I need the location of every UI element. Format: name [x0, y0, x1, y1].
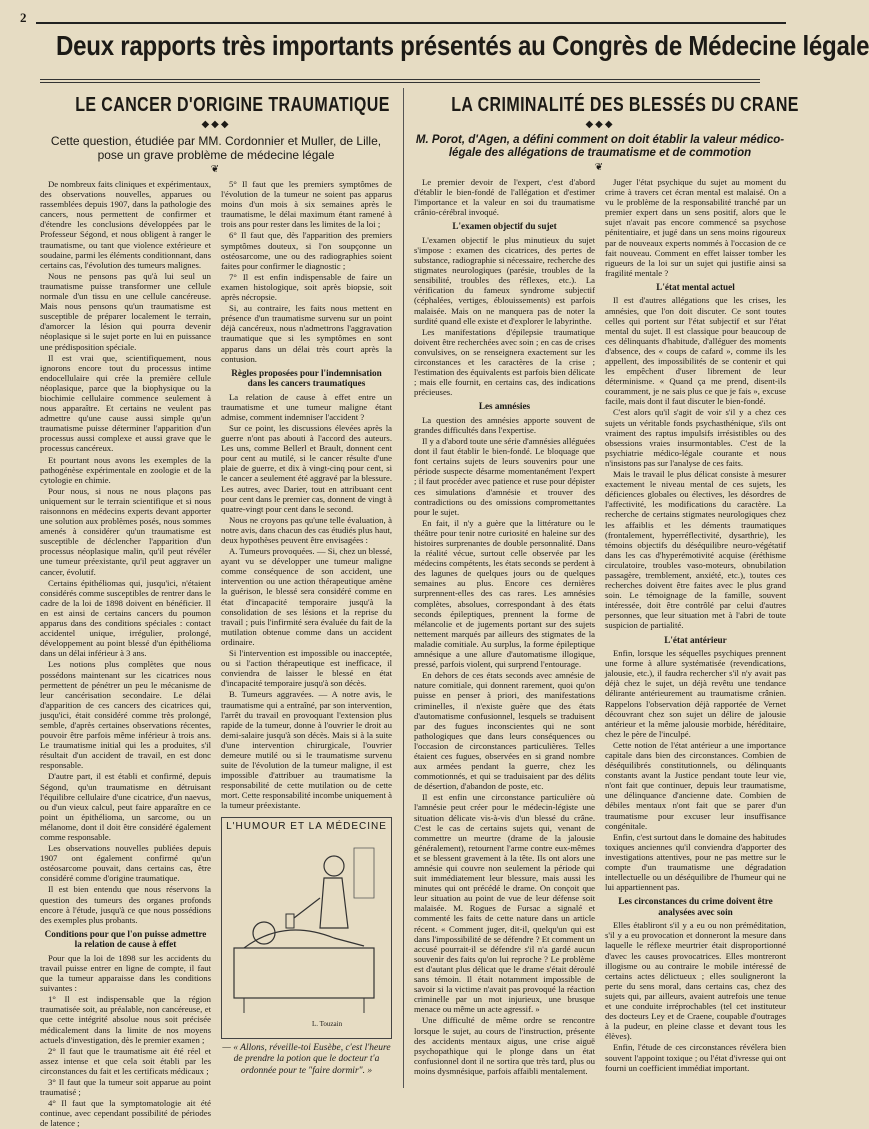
- section-heading: Les circonstances du crime doivent être analysées avec soin: [618, 896, 773, 917]
- section-heading: L'état antérieur: [664, 634, 727, 645]
- ornament: ❦: [210, 164, 222, 175]
- paragraph: Il est d'autres allégations que les crises, les amnésies, que l'on doit discuter. Ce sont toutes celles qui portent sur l'état subjectif et sur l'état mental du sujet. Il est classique pour beaucoup de ces délinquants d'habitude, d'alléguer des moments d'absence, des « coups de cafard », comme ils les appellent, des impossibilités de se contenir et qui les empêchent d'user librement de leur déterminisme. « Quand ça me prend, disent-ils couramment, je ne sais plus ce que je fais », excuse facile, mais dont il faut discuter le bien-fondé.: [605, 295, 786, 407]
- banner-rule-double: [40, 82, 760, 83]
- paragraph: 5° Il faut que les premiers symptômes de l'évolution de la tumeur ne soient pas apparus moins d'un mois à six semaines après le traumatisme, le délai maximum étant ramené à trois ans pour rester dans les limites de la loi ;: [221, 179, 392, 230]
- paragraph: Sur ce point, les discussions élevées après la guerre n'ont pas abouti à l'accord des auteurs. Les uns, comme Bellerl et Brault, donnent cent pour cent au mutilé, si le cancer résulte d'une plaie de guerre, et dix à vingt-cinq pour cent, si le cancer a seulement été aggravé par la blessure. Les autres, avec Darier, tout en attribuant cent pour cent dans le premier cas, donnent de vingt à quatre-vingt pour cent dans le second.: [221, 422, 393, 514]
- article-crane-col2: [605, 177, 786, 1077]
- paragraph: La question des amnésies apporte souvent de grandes difficultés dans l'expertise.: [414, 414, 595, 435]
- article-crane-col1: [414, 177, 595, 1077]
- article-cancer-title: LE CANCER D'ORIGINE TRAUMATIQUE: [75, 94, 390, 116]
- paragraph: 4° Il faut que la symptomatologie ait été continue, avec cependant possibilité de périodes de latence ;: [40, 1098, 211, 1129]
- paragraph: Il est vrai que, scientifiquement, nous ignorons encore tout du processus intime endocellulaire qui crée la première cellule néoplasique, parce que la biophysique ou la biochimie cellulaire commence seulement à nous apparaître. Et certains ne veulent pas admettre qu'une cause aussi simple qu'un traumatisme puisse déterminer l'apparition d'un processus aussi complexe et aussi grave que le processus cancéreux.: [40, 352, 211, 454]
- article-cancer-col2: [221, 179, 392, 1129]
- cartoon-caption: — « Allons, réveille-toi Eusèbe, c'est l'heure de prendre la potion que le docteur t'a ordonnée pour te "faire dormir". »: [222, 1042, 391, 1076]
- paragraph: Certains épithéliomas qui, jusqu'ici, n'étaient considérés comme susceptibles de rentrer dans le cadre de la loi de 1898 doivent en bénéficier. Il en est ainsi de certains cancers du poumon apparus dans des conditions spéciales : contact accidentel unique, irrégulier, prolongé, développement au point blessé d'un épithélioma dans un délai inférieur à 3 ans.: [40, 577, 211, 659]
- paragraph: Les manifestations d'épilepsie traumatique doivent être recherchées avec soin ; en cas de crises convulsives, on se renseignera exactement sur les circonstances et les caractères de la crise ; l'estimation des équivalents est parfois bien délicate ; mais elle fournit, en certains cas, des indications précieuses.: [414, 326, 595, 398]
- paragraph: Il y a d'abord toute une série d'amnésies alléguées dont il faut établir le bien-fondé. Le bloquage que font certains sujets de leurs souvenirs pour une période suspecte désarme momentanément l'expert ; il faut procéder avec patience et ruse pour dépister ces simulations d'amnésie et trouver des contradictions ou des omissions compromettantes pour le sujet.: [414, 436, 595, 517]
- paragraph: Le premier devoir de l'expert, c'est d'abord d'établir le bien-fondé de l'allégation et d'estimer l'importance et la valeur en soi du traumatisme crânio-cérébral invoqué.: [414, 177, 595, 218]
- paragraph: L'examen objectif le plus minutieux du sujet s'impose : examen des cicatrices, des pertes de substance, radiographie si nécessaire, recherche des stigmates neurologiques (parésie, troubles de la sensibilité, troubles des réflexes, etc.). La vérification du fameux syndrome subjectif (céphalées, vertiges, éblouissements) est parfois malaisée. Mais on ne manquera pas de noter la surdité quand elle existe et d'explorer le labyrinthe.: [414, 234, 595, 326]
- paragraph: Il est enfin une circonstance particulière où l'amnésie peut créer pour le médecin-légiste une situation délicate vis-à-vis d'un blessé du crâne. C'est le cas de certains sujets qui, venant de commettre un meurtre (drame de la jalousie généralement), retournent l'arme contre eux-mêmes et se blessent gravement à la tête. Ils ont alors une amnésie qui couvre non seulement la période qui suit immédiatement leur blessure, mais aussi les minutes qui ont précédé le drame. On conçoit que leur situation au point de vue de leur défense soit malaisée. M. Rogues de Fursac a signalé et commenté les faits de cette nature dans un article récent. « Comment juger, dit-il, quelqu'un qui est dans l'impossibilité de se défendre ? Et comment un accusé pourrait-il se défendre s'il n'a gardé aucun souvenir des faits qu'on lui reproche ? Le problème est d'autant plus délicat que le drame s'était déroulé sans témoin. Il était notamment impossible de savoir si la victime n'avait pas provoqué la réaction criminelle par un mot injurieux, une brusque menace ou même un acte agressif. »: [414, 792, 595, 1015]
- paragraph: Les notions plus complètes que nous possédons maintenant sur les cicatrices nous permettent de pénétrer un peu le mécanisme de leur cancérisation secondaire. Le délai d'apparition de ces cancers des cicatrices qui, jusqu'ici, était considéré comme très prolongé, semble, d'après certaines observations récentes, pouvoir être parfois même inférieur à trois ans. Le traumatisme initial qui les a produites, s'il résultait d'un accident de travail, en est donc responsable.: [40, 659, 211, 771]
- article-crane-subtitle: M. Porot, d'Agen, a défini comment on doit établir la valeur médico-légale des allégations de traumatisme et de commotion: [415, 134, 785, 159]
- paragraph: 6° Il faut que, dès l'apparition des premiers symptômes douteux, si l'on soupçonne un ostéosarcome, une ou des radiographies soient faites pour confirmer le diagnostic ;: [221, 230, 392, 271]
- paragraph: Il est bien entendu que nous réservons la question des tumeurs des organes profonds encore à l'étude, jusqu'à ce que nous possédions des exemples plus probants.: [40, 884, 211, 925]
- cartoon-frame: [221, 817, 392, 1039]
- paragraph: Enfin, l'étude de ces circonstances révélera bien souvent l'appoint toxique ; ou l'état d'ivresse qui ont fourni un coefficient immédiat important.: [605, 1042, 786, 1073]
- ornament: ◆◆◆: [201, 119, 231, 130]
- paragraph: 1° Il est indispensable que la région traumatisée soit, au préalable, non cancéreuse, et que cette intégrité absolue nous soit précisée médicalement dans la limite de nos moyens actuels d'investigation, dès le premier examen ;: [40, 994, 211, 1045]
- banner-headline: Deux rapports très importants présentés au Congrès de Médecine légale: [56, 30, 869, 61]
- paragraph: B. Tumeurs aggravées. — A notre avis, le traumatisme qui a entraîné, par son intervention, l'arrêt du travail en provoquant l'extension plus rapide de la tumeur, donne à l'ouvrier le droit au demi-salaire jusqu'à son décès. Mais si à la suite d'une intervention chirurgicale, l'ouvrier demeure mutilé ou si le traumatisme survenu suite de l'évolution de la tumeur maligne, il est impossible d'attribuer au traumatisme la responsabilité de cette mutilation ou de cette mort. Cette responsabilité incombe uniquement à la tumeur préexistante.: [221, 689, 392, 811]
- article-cancer-subtitle: Cette question, étudiée par MM. Cordonnier et Muller, de Lille, pose un grave problème de médecine légale: [50, 134, 382, 162]
- ornament: ◆◆◆: [585, 119, 615, 130]
- paragraph: En fait, il n'y a guère que la littérature ou le théâtre pour tenir notre curiosité en haleine sur des histoires surprenantes de double personnalité. Dans la réalité vécue, surtout celle observée par les médecins compétents, les états seconds se perdent à des lagunes de quelques jours ou de quelques semaines au plus. Encore ces dernières surprennent-elles des cas rares. Les amnésies complètes, absolues, correspondant à des états seconds épileptiques, prennent la forme de mélancolie et de jugements portant sur des sujets nettement marqués par ailleurs des stigmates de la maladie comitiale. Au surplus, la forme épileptique amnésique a une allure d'automatisme illogique, pressé, parfois violent, qui surprend l'entourage.: [414, 517, 595, 670]
- top-rule: [36, 22, 786, 24]
- paragraph: Pour que la loi de 1898 sur les accidents du travail puisse entrer en ligne de compte, il faut que la tumeur apparaisse dans les conditions suivantes :: [40, 952, 211, 994]
- section-heading: L'état mental actuel: [656, 281, 735, 292]
- paragraph: Juger l'état psychique du sujet au moment du crime à travers cet écran mental est malaisé. On a vu le problème de la responsabilité tranché par un premier expert dans un sens positif, alors que le sujet n'avait pas encore commencé sa psychose pénitentiaire, et jugé dans un sens moins rigoureux par de nouveaux experts nommés à l'occasion de ce fait nouveau. Comment en effet laisser tomber les rigueurs de la loi sur un sujet qui justifie ainsi sa fragilité mentale ?: [605, 177, 786, 278]
- cartoon-illustration: [224, 838, 390, 1018]
- paragraph: Elles établiront s'il y a eu ou non préméditation, s'il y a eu provocation et donneront la mesure dans laquelle le réflexe meurtrier était disproportionné d'avec les causes provocatrices. Elles montreront illogisme ou au contraire le mobile intéressé de certains actes délictueux ; elles souligneront la perte du sens moral, dans certains cas, chez des sujets qui, par ailleurs, avaient autrefois une tenue et une conduite irréprochables (tel cet instituteur des docteurs Ley et de Craene, coupable d'outrages à la pudeur, en pleine classe et devant tous les élèves).: [605, 920, 786, 1042]
- paragraph: Les observations nouvelles publiées depuis 1907 ont également confirmé qu'un ostéosarcome pouvait, dans certains cas, être considéré comme d'origine traumatique.: [40, 843, 211, 884]
- section-heading: Règles proposées pour l'indemnisation dans les cancers traumatiques: [231, 367, 382, 389]
- paragraph: Pour nous, si nous ne nous plaçons pas uniquement sur le terrain scientifique et si nous raisonnons en médecins experts devant apporter une solution aux problèmes posés, nous sommes amenés à considérer qu'un traumatisme est susceptible de déclencher l'apparition d'un processus néoplasique malin, qu'il peut révéler une tumeur préexistante, qu'il peut aggraver un cancer, évolutif.: [40, 485, 211, 577]
- paragraph: D'autre part, il est établi et confirmé, depuis Ségond, qu'un traumatisme en détruisant l'équilibre cellulaire d'une cicatrice, d'un naevus, ou d'un vieux calcul, peut faire apparaître en ce point un épithélioma, un sarcome, ou un mélanome, dont il doit être considéré également comme responsable.: [40, 771, 211, 842]
- column-separator: [403, 88, 404, 1088]
- paragraph: Enfin, c'est surtout dans le domaine des habitudes toxiques anciennes qu'il conviendra d'apporter des investigations attentives, pour ne pas mettre sur le compte d'un traumatisme une dégradation intellectuelle ou un déséquilibre de l'humeur qui ne lui appartiennent pas.: [605, 831, 786, 893]
- cartoon-title: L'HUMOUR ET LA MÉDECINE: [226, 820, 387, 832]
- cartoon-signature: L. Touzain: [312, 1020, 343, 1029]
- page-number: 2: [20, 10, 27, 25]
- article-crane-title: LA CRIMINALITÉ DES BLESSÉS DU CRANE: [451, 94, 799, 116]
- paragraph: Nous ne pensons pas qu'à lui seul un traumatisme puisse transformer une cellule normale d'un tissu en une cellule cancéreuse. Mais nous pensons qu'un traumatisme est susceptible de préparer localement le terrain, d'amorcer la lésion qui pourra devenir néoplasique si le sujet porte en lui en puissance une prédisposition spéciale.: [40, 270, 211, 352]
- paragraph: 7° Il est enfin indispensable de faire un examen histologique, soit après biopsie, soit après nécropsie.: [221, 271, 392, 303]
- paragraph: C'est alors qu'il s'agit de voir s'il y a chez ces sujets un véritable fonds psychasthénique, s'ils ont vraiment des raptus impulsifs irrésistibles ou des obsessions vraies insurmontables. C'est de la psychiatrie médico-légale courante et nous n'insistons pas sur l'analyse de ces faits.: [605, 407, 786, 468]
- paragraph: A. Tumeurs provoquées. — Si, chez un blessé, ayant vu se développer une tumeur maligne comme conséquence de son accident, une intervention ou une action thérapeutique amène la guérison, le blessé sera considéré comme en état d'incapacité temporaire jusqu'à la consolidation de ses lésions et la reprise du travail ; puis l'infirmité sera évaluée du fait de la mutilation obtenue comme dans un accident ordinaire.: [221, 546, 392, 647]
- article-cancer: [40, 88, 393, 1129]
- article-cancer-col1: [40, 179, 211, 1129]
- paragraph: Si, au contraire, les faits nous mettent en présence d'un traumatisme survenu sur un point déjà cancéreux, nous n'admettrons l'aggravation traumatique que si les symptômes en sont apparus dans un délai très court après la contusion.: [221, 303, 392, 364]
- section-heading: Les amnésies: [478, 401, 531, 412]
- paragraph: Enfin, lorsque les séquelles psychiques prennent une forme à allure systématisée (revendications, jalousie, etc.), il faudra rechercher s'il n'y avait pas déjà chez le sujet, un déjà revêtu une tendance délirante antérieurement au traumatisme crânien. Rappelons l'observation déjà rapportée de Vernet découvrant chez son sujet un délire de jalousie antérieur et la même jalousie morbide, héréditaire, chez le père de l'inculpé.: [605, 648, 786, 739]
- paragraph: 2° Il faut que le traumatisme ait été réel et assez intense et que cela soit établi par les circonstances du fait et les certificats médicaux ;: [40, 1045, 211, 1076]
- paragraph: La relation de cause à effet entre un traumatisme et une tumeur maligne étant admise, comment indemniser l'accident ?: [221, 391, 392, 422]
- banner-rule: [40, 79, 760, 80]
- paragraph: 3° Il faut que la tumeur soit apparue au point traumatisé ;: [40, 1076, 211, 1098]
- paragraph: Et pourtant nous avons les exemples de la pathogénèse expérimentale en zoologie et de la cytologie en chimie.: [40, 454, 211, 485]
- paragraph: En dehors de ces états seconds avec amnésie de nature comitiale, qui donnent rarement, quoi qu'on puisse en penser à priori, des manifestations criminelles, il n'existe guère que des états d'automatisme confusionnel, lesquels se traduisent par des fugues inconscientes qui ne sont pathologiques que dans leurs conséquences ou l'occasion de circonstances particulières. Telles étaient ces fugues, observées en si grand nombre aux armées pendant la guerre, chez les commotionnés, et qui se traduisaient par des délits de désertion, d'abandon de poste, etc.: [414, 670, 595, 792]
- paragraph: Si l'intervention est impossible ou inacceptée, ou si l'action thérapeutique est inefficace, il conviendra de laisser le blessé en état d'incapacité temporaire jusqu'à son décès.: [221, 648, 392, 689]
- paragraph: Mais le travail le plus délicat consiste à mesurer exactement le niveau mental de ces sujets, les déficiences globales ou électives, les désordres de l'affectivité, les modifications du caractère. La recherche de certains stigmates neurologiques chez les affaiblis et les déments traumatiques (frontalement, hyperréflectivité, dysarthrie), les témoins objectifs du déséquilibre neuro-végétatif dans les cas d'hyperémotivité acquise (éréthisme circulatoire, troubles vaso-moteurs, obnubilation passagère, tremblement, anxiété, etc.), toutes ces recherches doivent être faites avec le plus grand soin. Le témoignage de la famille, souvent intéressée, doit être contrôlé par celui d'autres personnes, que leur situation met à l'abri de toute suspicion de partialité.: [605, 469, 786, 631]
- article-crane: [414, 88, 799, 1088]
- paragraph: Cette notion de l'état antérieur a une importance capitale dans bien des circonstances. Combien de déséquilibrés constitutionnels, ou délinquants constants avant la Justice pendant toute leur vie, n'ont fait que continuer, depuis leur traumatisme, une délinquance d'ancienne date. Combien de débiles mentaux n'ont fait que se parer d'un traumatisme pour excuser leur insuffisance congénitale.: [605, 739, 786, 831]
- section-heading: Conditions pour que l'on puisse admettre la relation de cause à effet: [44, 928, 207, 950]
- paragraph: De nombreux faits cliniques et expérimentaux, des observations nouvelles, apparues ou rassemblées depuis 1907, dans la pathologie des cancers, nous permettent de confirmer et d'étendre les conclusions développées par le Professeur Ségond, et nous obligent à ranger le traumatisme, ou tant que violence extérieure et soudaine, parmi les éléments conditionnant, dans certains cas, l'évolution des tumeurs malignes.: [40, 179, 211, 270]
- paragraph: Une difficulté de même ordre se rencontre lorsque le sujet, au cours de l'instruction, présente des accidents mentaux aigus, une crise aiguë psychopathique qui le plonge dans un état confusionnel dont il ne sortira que très tard, plus ou moins dysmnésique, parfois affaibli mentalement.: [414, 1015, 595, 1076]
- ornament: ❦: [594, 162, 606, 173]
- paragraph: Nous ne croyons pas qu'une telle évaluation, à notre avis, dans chacun des cas étudiés plus haut, deux hypothèses peuvent être envisagées :: [221, 514, 392, 545]
- section-heading: L'examen objectif du sujet: [452, 221, 557, 232]
